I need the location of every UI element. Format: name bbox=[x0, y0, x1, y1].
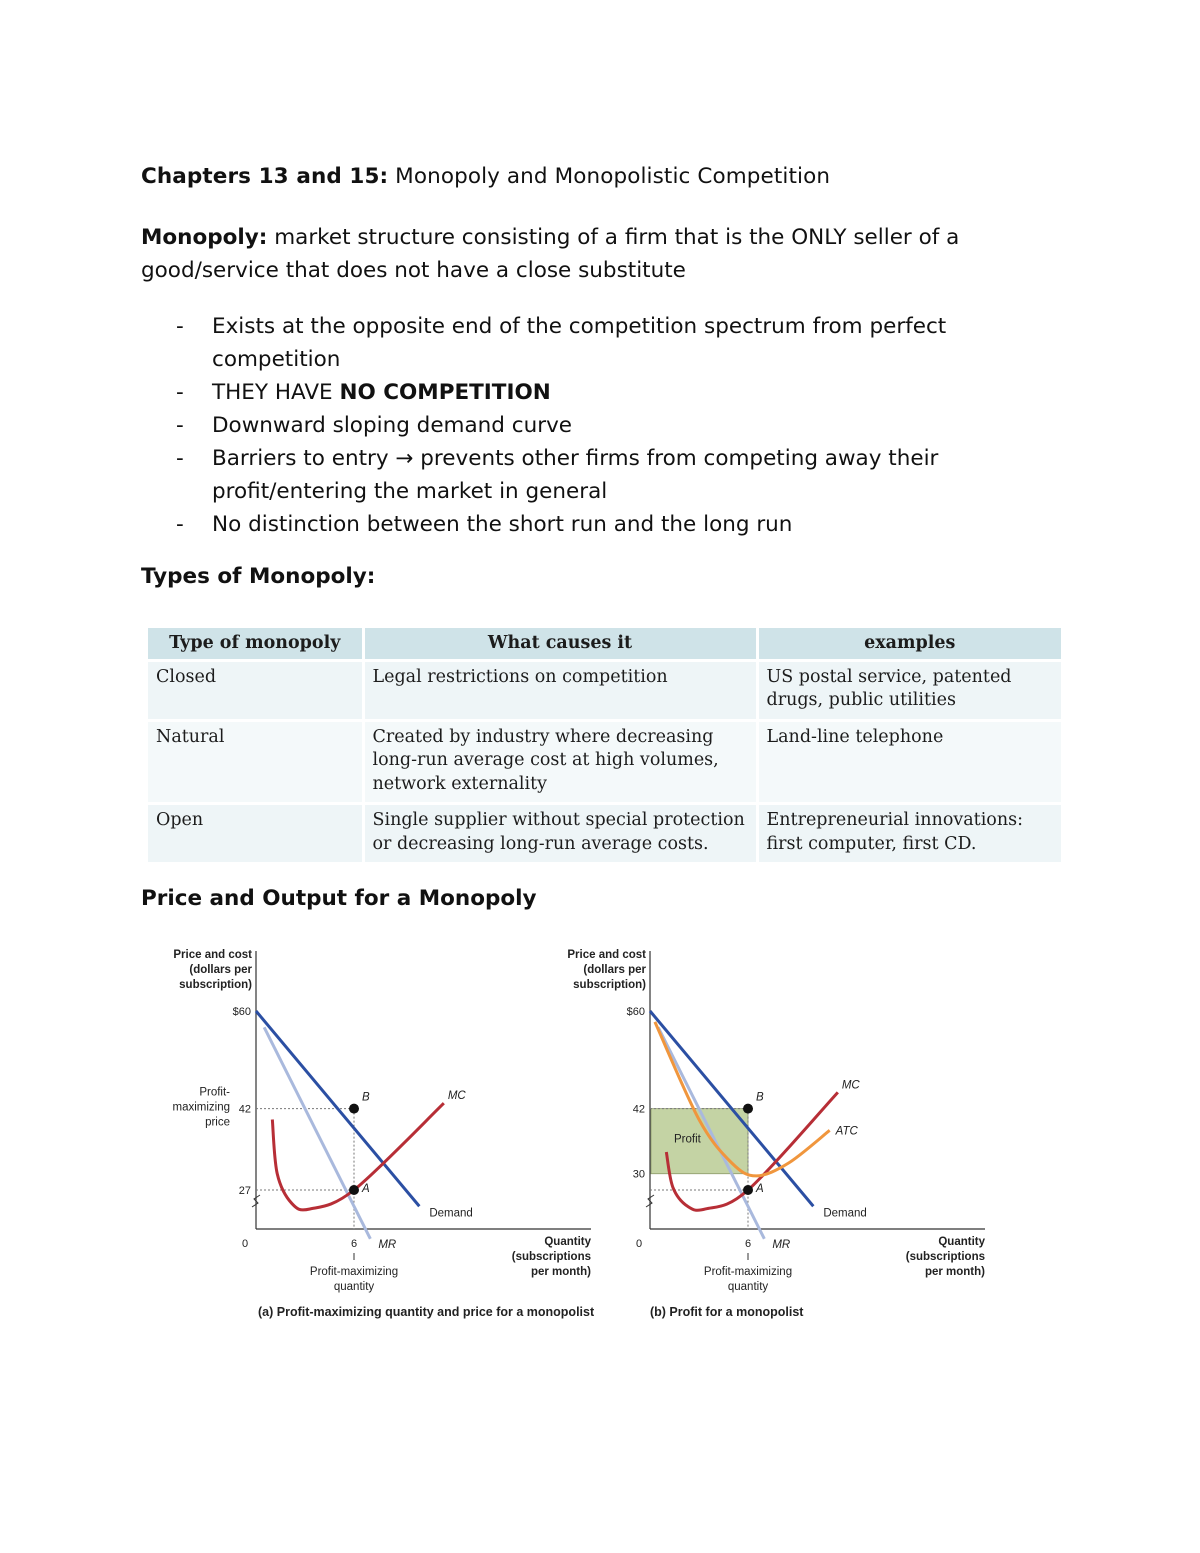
table-row bbox=[148, 804, 1061, 863]
page-title-text: Monopoly and Monopolistic Competition bbox=[388, 164, 831, 189]
x-annotation: quantity bbox=[727, 1281, 769, 1293]
list-item bbox=[141, 442, 1071, 508]
x-tick-label: 6 bbox=[744, 1238, 752, 1250]
chart-panel-b bbox=[567, 949, 985, 1319]
bullet-text: Downward sloping demand curve bbox=[212, 413, 573, 438]
bullet-dash: - bbox=[176, 446, 184, 471]
x-tick-label: 6 bbox=[350, 1238, 358, 1250]
point-label-b: B bbox=[756, 1091, 764, 1104]
list-item bbox=[141, 409, 1071, 442]
demand-label: Demand bbox=[823, 1207, 867, 1220]
profit-area-label: Profit bbox=[674, 1133, 701, 1146]
y-tick-label: 42 bbox=[238, 1103, 251, 1116]
table-cell: Land-line telephone bbox=[757, 720, 1061, 804]
table-header-cell: Type of monopoly bbox=[148, 628, 363, 660]
bullet-text: THEY HAVE bbox=[212, 380, 340, 405]
y-axis-label: (dollars per bbox=[189, 964, 252, 976]
point-a bbox=[743, 1185, 753, 1195]
table-cell: Legal restrictions on competition bbox=[363, 660, 757, 720]
x-annotation: Profit-maximizing bbox=[309, 1266, 399, 1278]
x-axis-label: (subscriptions bbox=[511, 1251, 591, 1263]
x-tick-label: 0 bbox=[241, 1238, 249, 1250]
x-axis-label: Quantity bbox=[544, 1236, 591, 1248]
y-tick-label: 42 bbox=[632, 1103, 645, 1116]
table-header-row bbox=[148, 628, 1061, 660]
table-header-cell: What causes it bbox=[363, 628, 757, 660]
page-title-label: Chapters 13 and 15: bbox=[141, 164, 389, 189]
y-annotation: maximizing bbox=[172, 1101, 230, 1114]
table-header-cell: examples bbox=[757, 628, 1061, 660]
page-title bbox=[141, 164, 830, 189]
y-annotation: Profit- bbox=[199, 1086, 230, 1099]
chart-caption: (b) Profit for a monopolist bbox=[650, 1305, 804, 1319]
y-annotation: price bbox=[205, 1116, 230, 1129]
y-axis-label: Price and cost bbox=[567, 949, 646, 961]
y-axis-label: Price and cost bbox=[173, 949, 252, 961]
y-axis-label: subscription) bbox=[179, 979, 252, 991]
bullet-text: Barriers to entry → prevents other firms from competing away their profit/entering the market in general bbox=[212, 446, 939, 504]
atc-label: ATC bbox=[835, 1125, 858, 1138]
table-cell: Created by industry where decreasing long-run average cost at high volumes, network externality bbox=[363, 720, 757, 804]
bullet-emphasis: NO COMPETITION bbox=[339, 380, 551, 405]
monopoly-definition bbox=[141, 221, 1071, 287]
mc-curve bbox=[272, 1103, 444, 1210]
point-a bbox=[349, 1185, 359, 1195]
mc-label: MC bbox=[841, 1079, 860, 1092]
types-heading: Types of Monopoly: bbox=[141, 564, 376, 589]
list-item bbox=[141, 310, 1071, 376]
table-cell: Closed bbox=[148, 660, 363, 720]
bullet-text: No distinction between the short run and the long run bbox=[212, 512, 793, 537]
table-row bbox=[148, 720, 1061, 804]
y-tick-label: $60 bbox=[626, 1006, 645, 1018]
list-item bbox=[141, 508, 1071, 541]
monopoly-bullet-list bbox=[141, 310, 1071, 541]
point-label-b: B bbox=[362, 1091, 370, 1104]
x-axis-label: (subscriptions bbox=[905, 1251, 985, 1263]
y-axis-label: (dollars per bbox=[583, 964, 646, 976]
monopoly-charts-figure bbox=[140, 935, 1020, 1335]
x-tick-label: 0 bbox=[635, 1238, 643, 1250]
x-axis-label: per month) bbox=[924, 1266, 985, 1278]
chart-panel-a bbox=[172, 949, 594, 1319]
table-row bbox=[148, 660, 1061, 720]
mr-label: MR bbox=[772, 1238, 791, 1251]
bullet-text: Exists at the opposite end of the competition spectrum from perfect competition bbox=[212, 314, 947, 372]
definition-text: market structure consisting of a firm that is the ONLY seller of a good/service that does not have a close substitute bbox=[141, 225, 960, 283]
types-of-monopoly-table bbox=[148, 628, 1061, 862]
bullet-dash: - bbox=[176, 512, 184, 537]
table-cell: US postal service, patented drugs, public utilities bbox=[757, 660, 1061, 720]
x-axis-label: Quantity bbox=[938, 1236, 985, 1248]
y-tick-label: 27 bbox=[238, 1185, 251, 1197]
point-label-a: A bbox=[362, 1183, 370, 1195]
table-cell: Entrepreneurial innovations: first computer, first CD. bbox=[757, 804, 1061, 863]
x-axis-label: per month) bbox=[530, 1266, 591, 1278]
table-cell: Natural bbox=[148, 720, 363, 804]
chart-caption: (a) Profit-maximizing quantity and price for a monopolist bbox=[258, 1305, 595, 1319]
x-annotation: Profit-maximizing bbox=[703, 1266, 793, 1278]
table-cell: Open bbox=[148, 804, 363, 863]
list-item bbox=[141, 376, 1071, 409]
y-tick-label: 30 bbox=[632, 1168, 645, 1181]
point-b bbox=[349, 1104, 359, 1114]
bullet-dash: - bbox=[176, 413, 184, 438]
x-annotation: quantity bbox=[333, 1281, 375, 1293]
bullet-dash: - bbox=[176, 314, 184, 339]
table-cell: Single supplier without special protection or decreasing long-run average costs. bbox=[363, 804, 757, 863]
demand-label: Demand bbox=[429, 1207, 473, 1220]
y-axis-label: subscription) bbox=[573, 979, 646, 991]
point-label-a: A bbox=[756, 1183, 764, 1195]
point-b bbox=[743, 1104, 753, 1114]
mr-label: MR bbox=[378, 1238, 397, 1251]
definition-term: Monopoly: bbox=[141, 225, 268, 250]
mc-label: MC bbox=[447, 1090, 466, 1103]
price-output-heading: Price and Output for a Monopoly bbox=[141, 886, 537, 911]
bullet-dash: - bbox=[176, 380, 184, 405]
y-tick-label: $60 bbox=[232, 1006, 251, 1018]
